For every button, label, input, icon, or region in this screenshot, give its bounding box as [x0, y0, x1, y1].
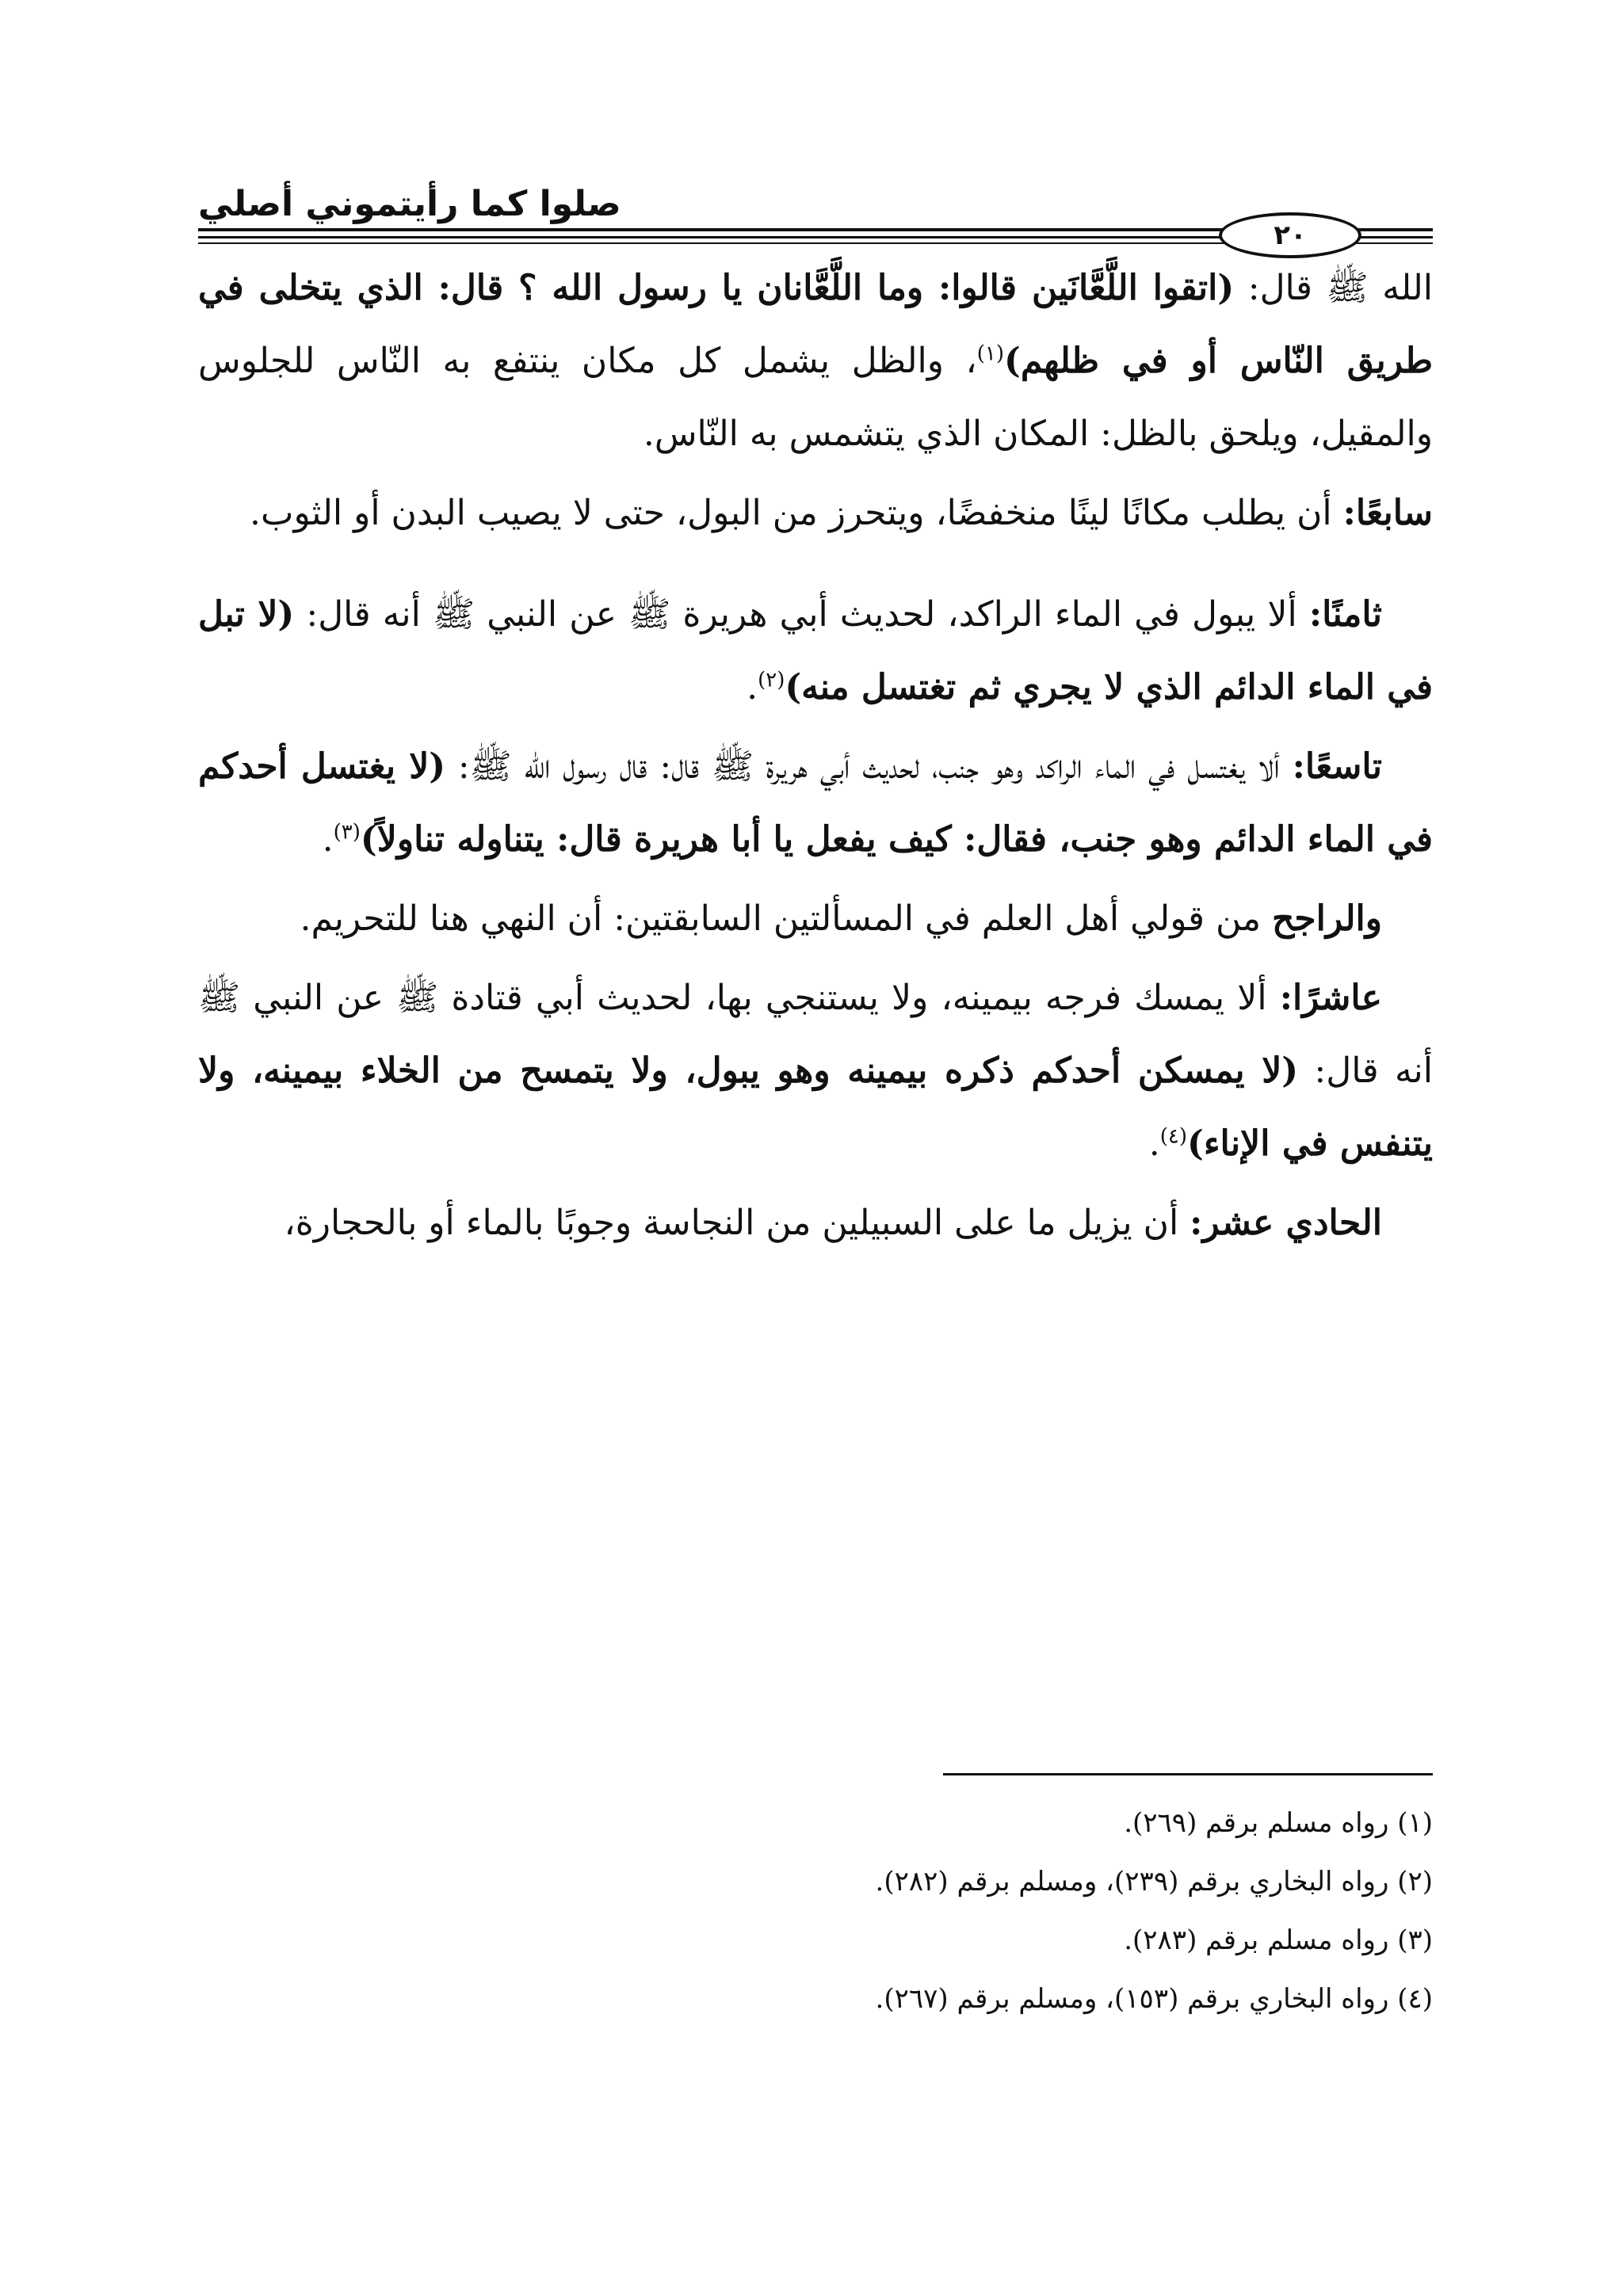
paragraph — [198, 1187, 1433, 1260]
paragraph-lead: الحادي عشر: — [1190, 1203, 1382, 1243]
paragraph — [198, 883, 1433, 955]
paragraph-lead: ثامنًا: — [1308, 594, 1382, 635]
footnote: (٣) رواه مسلم برقم (٢٨٣). — [1124, 1924, 1433, 1956]
paragraph-lead: والراجح — [1272, 898, 1382, 939]
paragraph-text: أن يطلب مكانًا لينًا منخفضًا، ويتحرز من البول، حتى لا يصيب البدن أو الثوب. — [250, 493, 1343, 533]
footnote-ref: (٤) — [1159, 1124, 1188, 1149]
paragraph — [198, 252, 1433, 471]
footnote: (٢) رواه البخاري برقم (٢٣٩)، ومسلم برقم (٢٨٢). — [875, 1866, 1433, 1897]
page-number: ٢٠ — [1219, 212, 1361, 258]
paragraph-tail: ، والظل يشمل كل مكان ينتفع به النّاس للجلوس والمقيل، ويلحق بالظل: المكان الذي يتشمس به النّاس. — [198, 341, 1433, 454]
main-text — [198, 252, 1433, 1266]
paragraph — [198, 962, 1433, 1180]
footnote-separator — [943, 1773, 1433, 1775]
paragraph — [198, 578, 1433, 724]
paragraph — [198, 477, 1433, 550]
paragraph-tail: . — [747, 667, 758, 707]
running-header-title: صلوا كما رأيتموني أصلي — [198, 184, 621, 224]
paragraph-text: من قولي أهل العلم في المسألتين السابقتين: أن النهي هنا للتحريم. — [300, 898, 1273, 939]
paragraph-lead: تاسعًا: — [1292, 746, 1382, 787]
footnote: (٤) رواه البخاري برقم (١٥٣)، ومسلم برقم (٢٦٧). — [875, 1983, 1433, 2015]
paragraph-tail: . — [1148, 1123, 1160, 1164]
paragraph-text: ألا يمسك فرجه بيمينه، ولا يستنجي بها، لحديث أبي قتادة ﷺ عن النبي ﷺ أنه قال: — [198, 978, 1434, 1091]
paragraph-text: ألا يغتسل في الماء الراكد وهو جنب، لحديث أبي هريرة ﷺ قال: قال رسول الله ﷺ: — [445, 746, 1293, 787]
footnotes — [198, 1798, 1433, 2033]
paragraph-text: ألا يبول في الماء الراكد، لحديث أبي هريرة ﷺ عن النبي ﷺ أنه قال: — [294, 594, 1309, 635]
hadith-quote: (لا تبل في الماء الدائم الذي لا يجري ثم تغتسل منه) — [198, 594, 1433, 707]
footnote-ref: (٣) — [333, 820, 361, 845]
paragraph — [198, 730, 1433, 876]
paragraph-lead: عاشرًا: — [1279, 978, 1382, 1018]
hadith-quote: (لا يمسكن أحدكم ذكره بيمينه وهو يبول، ولا يتمسح من الخلاء بيمينه، ولا يتنفس في الإناء) — [198, 1051, 1433, 1164]
paragraph-lead: سابعًا: — [1342, 493, 1433, 533]
paragraph-tail: . — [322, 819, 334, 860]
hadith-quote: (اتقوا اللَّعَّانَين قالوا: وما اللَّعَّانان يا رسول الله ؟ قال: الذي يتخلى في طريق النّاس أو في ظلهم) — [198, 268, 1433, 381]
footnote-ref: (٢) — [758, 668, 785, 692]
footnote-ref: (١) — [976, 341, 1005, 366]
paragraph-text: أن يزيل ما على السبيلين من النجاسة وجوبًا بالماء أو بالحجارة، — [284, 1203, 1190, 1243]
hadith-quote: (لا يغتسل أحدكم في الماء الدائم وهو جنب، فقال: كيف يفعل يا أبا هريرة قال: يتناوله تناولاً) — [198, 746, 1433, 860]
footnote: (١) رواه مسلم برقم (٢٦٩). — [1124, 1807, 1433, 1839]
paragraph-text: الله ﷺ قال: — [1234, 268, 1433, 308]
